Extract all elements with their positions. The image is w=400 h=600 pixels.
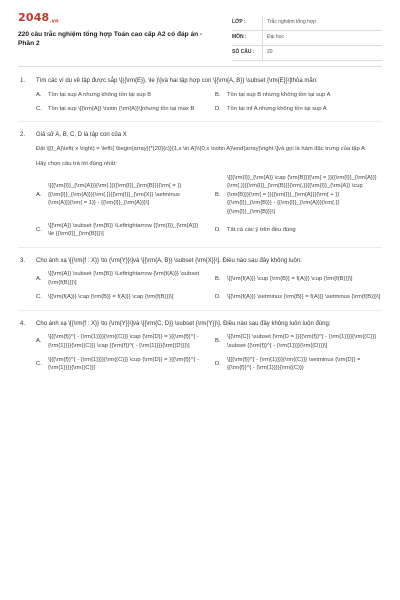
option-c[interactable] bbox=[36, 105, 203, 113]
option-b[interactable] bbox=[215, 91, 382, 99]
question-instruction: Hãy chọn câu trả lời đúng nhất: bbox=[36, 160, 117, 167]
question-divider bbox=[18, 121, 382, 122]
option-text: Tất cả các ý trên đều đúng bbox=[227, 227, 296, 234]
header-divider bbox=[18, 66, 382, 67]
answer-options bbox=[36, 270, 382, 301]
option-text: \[{{\rm{I}}_{\rm{A}}}{\rm{.}}{{\rm{I}}_{\rm{B}}}{\rm{ = }}{{\rm{I}}_{\rm{A}}}{\rm{.}}{{\rm{I}}_{\rm{X}} \setminus {\rm{A}}}{\rm{ = 1}} - {{\rm{I}}_{\rm{A}}}\] bbox=[48, 183, 182, 207]
question-divider bbox=[18, 310, 382, 311]
question-stem: Cho ánh xạ \[{\rm{f : X}} \to {\rm{Y}}\]và \[{\rm{C, D}} \subset {\rm{Y}}\]. Điều nào sau đây không luôn luôn đúng: bbox=[36, 320, 331, 327]
option-text: \[{\rm{A}} \subset {\rm{B}} \Leftrightarrow {\rm{f(A)}} \subset {\rm{f(B)}}\] bbox=[48, 271, 200, 286]
question-number: 4. bbox=[20, 320, 26, 327]
option-letter: D. bbox=[215, 294, 221, 301]
option-a[interactable] bbox=[36, 270, 203, 287]
option-letter: B. bbox=[215, 91, 221, 98]
question-stem: Tìm các ví dụ về tập được sắp \[({\rm{E}}, \le )\]và hai tập hợp con \[{\rm{A, B}} \subset {\rm{E}}\]thỏa mãn: bbox=[36, 78, 318, 84]
question-4 bbox=[18, 320, 382, 373]
option-d[interactable] bbox=[215, 356, 382, 373]
site-logo[interactable] bbox=[18, 10, 218, 26]
question-number: 2. bbox=[20, 132, 26, 139]
option-text: \[{\rm{C}} \subset {\rm{D = }}{{\rm{f}}^{ - {\rm{1}}}}{\rm{(C)}} \subset {{\rm{f}}^{ - {\rm{1}}}}{\rm{(D)}}\] bbox=[227, 334, 377, 349]
option-text: \[{\rm{f(A)}} \setminus {\rm{B}} = f(A)}} \setminus {\rm{f(B)}}\] bbox=[227, 294, 381, 301]
option-letter: B. bbox=[215, 275, 221, 282]
option-letter: A. bbox=[36, 91, 42, 98]
option-text: \[{{\rm{f}}^{ - {\rm{1}}}}{\rm{(C)}} \cup {\rm{D}} = }{{\rm{f}}^{ - {\rm{1}}}}{\rm{(C)}} bbox=[48, 357, 199, 372]
option-text: Tồn tại sup A nhưng không tồn tại sup B bbox=[48, 91, 152, 98]
option-d[interactable] bbox=[215, 222, 382, 239]
option-d[interactable] bbox=[215, 293, 382, 301]
option-text: Tồn tại inf A nhưng không tồn tại sup A bbox=[227, 106, 327, 113]
option-letter: D. bbox=[215, 361, 221, 368]
question-3 bbox=[18, 257, 382, 302]
question-2 bbox=[18, 131, 382, 238]
meta-label: MÔN : bbox=[232, 34, 247, 41]
option-letter: A. bbox=[36, 275, 42, 282]
option-letter: C. bbox=[36, 294, 42, 301]
option-a[interactable] bbox=[36, 91, 203, 99]
header-left bbox=[18, 10, 218, 62]
logo-text: 2048 bbox=[18, 11, 50, 24]
document-header bbox=[18, 0, 382, 62]
answer-options bbox=[36, 174, 382, 239]
answer-options bbox=[36, 91, 382, 114]
meta-value: Trắc nghiệm tổng hợp bbox=[262, 16, 382, 30]
meta-label: LỚP : bbox=[232, 19, 246, 26]
option-c[interactable] bbox=[36, 222, 203, 239]
option-letter: C. bbox=[36, 106, 42, 113]
option-text: \[{{\rm{f}}^{ - {\rm{1}}}}{\rm{(C)}} \cap {\rm{D}} = }{{\rm{f}}^{ - {\rm{1}}}}{\rm{(C)}} \cap {{\rm{f}}^{ - {\rm{1}}}}{\rm{(D)}}\] bbox=[48, 334, 199, 349]
logo-suffix: .vn bbox=[49, 18, 59, 25]
option-letter: C. bbox=[36, 361, 42, 368]
question-body bbox=[36, 257, 382, 302]
question-number: 1. bbox=[20, 78, 26, 84]
option-text: \[{{\rm{f}}^{ - {\rm{1}}}}{\rm{(C)}} \setminus {\rm{D}} = {{\rm{f}}^{ - {\rm{1}}}}{\rm{(C)}} bbox=[227, 357, 361, 372]
document-title: 220 câu trắc nghiệm tổng hợp Toán cao cấp A2 có đáp án - Phần 2 bbox=[18, 30, 203, 47]
meta-table bbox=[232, 16, 382, 62]
answer-options bbox=[36, 333, 382, 373]
question-stem: Cho ánh xạ \[{\rm{f : X}} \to {\rm{Y}}\]và \[{\rm{A, B}} \subset {\rm{X}}\]. Điều nào sau đây không luôn: bbox=[36, 257, 302, 264]
option-letter: B. bbox=[215, 338, 221, 345]
meta-value: Đại học bbox=[262, 31, 382, 45]
option-b[interactable] bbox=[215, 174, 382, 216]
option-text: \[{{\rm{I}}_{\rm{A}} \cap {\rm{B}}}{\rm{ = }}{{\rm{I}}_{\rm{A}}}{\rm{.}}{{\rm{I}}_{\rm{B}}}{\rm{,}}{{\rm{I}}_{\rm{A}} \cup {\rm{B}}}{\rm{ = }}{{\rm{I}}_{\rm{A}}}{\rm{ + }}{{\rm{I}}_{\rm{B}}} - {{\rm{I}}_{\rm{A}}}{\rm{.}}{{\rm{I}}_{\rm{B}}}\] bbox=[227, 174, 377, 215]
option-text: \[{\rm{f(A)}} \cap {\rm{B}} = f(A)}} \cap {\rm{f(B)}}\] bbox=[48, 294, 174, 301]
option-d[interactable] bbox=[215, 105, 382, 113]
question-definition: Đặt \[{I_A}\left( x \right) = \left\{ \begin{array}{*{20}{c}}{1,x \in A}\\{0,x \notin A}\end{array}\right.\]và gọi là hàm đặc trưng của tập A. bbox=[36, 146, 367, 153]
meta-label: SỐ CÂU : bbox=[232, 49, 255, 56]
meta-value: 20 bbox=[262, 46, 382, 60]
option-letter: B. bbox=[215, 191, 221, 198]
option-c[interactable] bbox=[36, 356, 203, 373]
option-text: \[{\rm{f(A)}} \cup {\rm{B}} = f(A)}} \cup {\rm{f(B)}}\] bbox=[227, 275, 353, 282]
option-text: Tồn tại sup \[{\rm{A}} \notin {\rm{A}}\]nhưng tồn tại max B bbox=[48, 106, 195, 113]
option-letter: D. bbox=[215, 106, 221, 113]
question-1 bbox=[18, 77, 382, 113]
option-a[interactable] bbox=[36, 174, 203, 216]
option-text: Tồn tại sup B nhưng không tồn tại sup A bbox=[227, 91, 331, 98]
option-c[interactable] bbox=[36, 293, 203, 301]
option-letter: A. bbox=[36, 191, 42, 198]
question-divider bbox=[18, 247, 382, 248]
question-number: 3. bbox=[20, 257, 26, 264]
option-b[interactable] bbox=[215, 270, 382, 287]
option-a[interactable] bbox=[36, 333, 203, 350]
option-letter: D. bbox=[215, 227, 221, 234]
option-b[interactable] bbox=[215, 333, 382, 350]
question-body bbox=[36, 131, 382, 238]
option-letter: C. bbox=[36, 227, 42, 234]
meta-row-count bbox=[232, 46, 382, 61]
option-text: \[{\rm{A}} \subset {\rm{B}} \Leftrightarrow {{\rm{I}}_{\rm{A}}} \le {{\rm{I}}_{\rm{B}}}\] bbox=[48, 222, 199, 238]
question-stem: Giả sử A, B, C, D là tập con của X bbox=[36, 132, 127, 139]
question-body bbox=[36, 77, 382, 113]
question-body bbox=[36, 320, 382, 373]
meta-row-subject bbox=[232, 31, 382, 46]
option-letter: A. bbox=[36, 338, 42, 345]
meta-row-class bbox=[232, 16, 382, 31]
